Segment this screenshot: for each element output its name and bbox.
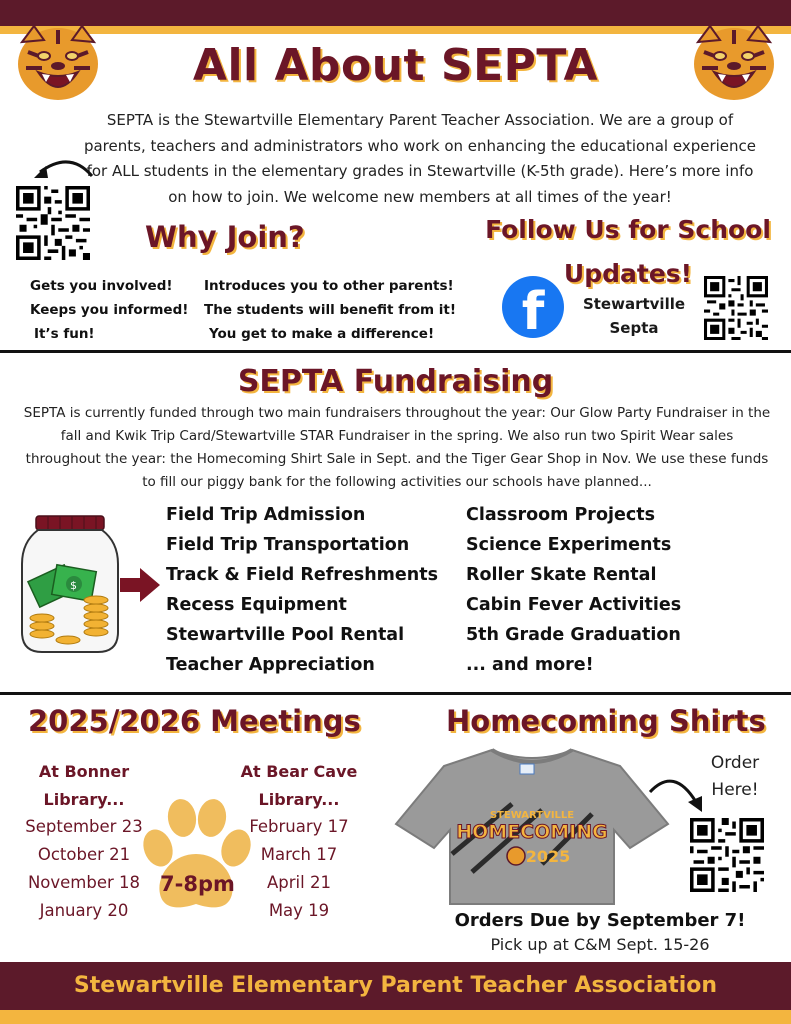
paw-print-icon bbox=[138, 796, 254, 916]
why-join-list-right bbox=[204, 274, 456, 346]
list-item: January 20 bbox=[39, 901, 129, 920]
section-divider bbox=[0, 692, 791, 695]
curved-arrow-icon bbox=[646, 772, 708, 816]
qr-code-icon[interactable] bbox=[704, 276, 768, 340]
list-item: Keeps you informed! bbox=[30, 302, 189, 318]
list-item: Stewartville Pool Rental bbox=[166, 625, 405, 645]
list-item: Introduces you to other parents! bbox=[204, 278, 454, 294]
list-item: Track & Field Refreshments bbox=[166, 565, 439, 585]
facebook-page-name[interactable]: Stewartville Septa bbox=[582, 295, 686, 337]
list-item: October 21 bbox=[37, 845, 131, 864]
list-item: Classroom Projects bbox=[466, 505, 655, 525]
why-join-title: Why Join? bbox=[145, 220, 305, 254]
list-item: Recess Equipment bbox=[166, 595, 347, 615]
shirts-title: Homecoming Shirts bbox=[446, 704, 766, 738]
list-item: 5th Grade Graduation bbox=[466, 625, 681, 645]
qr-code-icon[interactable] bbox=[690, 818, 764, 892]
meeting-time: 7-8pm bbox=[160, 872, 235, 896]
intro-text: SEPTA is the Stewartville Elementary Parent Teacher Association. We are a group of parents, teachers and administrators who work on enhancing the educational experience for ALL students in the elementary grades in Stewartville (K-5th grade). Here’s more info on how to join. We welcome new members at all times of the year! bbox=[83, 111, 757, 206]
list-item: February 17 bbox=[249, 817, 349, 836]
curved-arrow-icon bbox=[30, 152, 96, 186]
list-item: Gets you involved! bbox=[30, 278, 173, 294]
list-item: Cabin Fever Activities bbox=[466, 595, 682, 615]
top-bar bbox=[0, 0, 791, 26]
shirt-text-line2: HOMECOMING bbox=[456, 821, 608, 843]
t-shirt-icon bbox=[392, 744, 672, 906]
meeting-location-bear-cave: At Bear Cave Library... bbox=[240, 762, 358, 809]
facebook-icon[interactable]: f bbox=[502, 276, 564, 338]
svg-text:$: $ bbox=[70, 579, 77, 592]
page-title: All About SEPTA bbox=[192, 40, 599, 91]
qr-code-icon[interactable] bbox=[16, 186, 90, 260]
list-item: Roller Skate Rental bbox=[466, 565, 657, 585]
section-divider bbox=[0, 350, 791, 353]
money-jar-icon bbox=[20, 514, 120, 656]
list-item: November 18 bbox=[27, 873, 141, 892]
list-item: April 21 bbox=[267, 873, 331, 892]
shirt-text-line1: STEWARTVILLE bbox=[489, 810, 575, 821]
arrow-right-icon bbox=[120, 566, 160, 604]
meeting-location-bonner: At Bonner Library... bbox=[38, 762, 130, 809]
meeting-dates-left bbox=[14, 813, 154, 925]
shirt-text-line3: 2025 bbox=[525, 847, 571, 866]
footer-text: Stewartville Elementary Parent Teacher Association bbox=[73, 973, 718, 998]
meetings-title: 2025/2026 Meetings bbox=[28, 704, 361, 738]
list-item: May 19 bbox=[268, 901, 330, 920]
fundraising-title: SEPTA Fundraising bbox=[237, 364, 554, 399]
orders-due-text: Orders Due by September 7! bbox=[454, 910, 746, 931]
list-item: March 17 bbox=[260, 845, 338, 864]
list-item: Science Experiments bbox=[466, 535, 672, 555]
list-item: September 23 bbox=[25, 817, 143, 836]
list-item: Field Trip Admission bbox=[166, 505, 366, 525]
list-item: You get to make a difference! bbox=[209, 326, 435, 342]
why-join-list-left bbox=[30, 274, 188, 346]
order-here-label: Order Here! bbox=[710, 753, 760, 800]
list-item: Field Trip Transportation bbox=[166, 535, 410, 555]
fundraising-text: SEPTA is currently funded through two main fundraisers throughout the year: Our Glow Party Fundraiser in the fall and Kwik Trip Card/Stewartville STAR Fundraiser in the spring. We also run two Spirit Wear sales throughout the year: the Homecoming Shirt Sale in Sept. and the Tiger Gear Shop in Nov. We use these funds to fill our piggy bank for the following activities our schools have planned... bbox=[23, 405, 771, 490]
list-item: The students will benefit from it! bbox=[204, 302, 457, 318]
follow-title: Follow Us for School Updates! bbox=[485, 215, 771, 288]
top-stripe bbox=[0, 26, 791, 34]
pickup-text: Pick up at C&M Sept. 15-26 bbox=[490, 935, 710, 954]
list-item: ... and more! bbox=[466, 655, 594, 675]
footer-stripe bbox=[0, 1010, 791, 1024]
activities-list-left bbox=[166, 500, 438, 680]
list-item: It’s fun! bbox=[34, 326, 95, 342]
activities-list-right bbox=[466, 500, 681, 680]
list-item: Teacher Appreciation bbox=[166, 655, 375, 675]
